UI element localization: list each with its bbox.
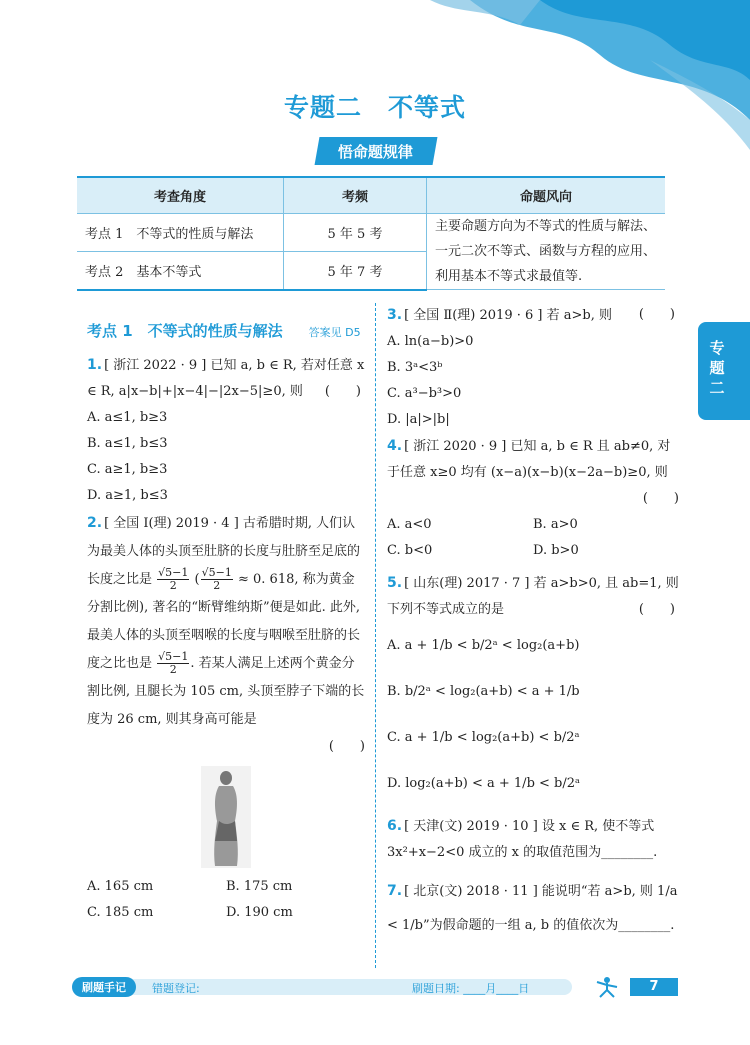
left-column — [87, 318, 365, 926]
question-text: ( — [194, 572, 200, 587]
right-column — [387, 302, 679, 943]
numerator: √5−1 — [158, 650, 189, 663]
freq-cell: 5 年 5 考 — [284, 214, 427, 252]
option: D. b>0 — [533, 543, 579, 558]
question-number: 4. — [387, 438, 403, 454]
denominator: 2 — [169, 663, 177, 676]
col-header-trend: 命题风向 — [427, 177, 666, 214]
date-label: 刷题日期: ____月____日 — [412, 982, 530, 995]
option: D. a≥1, b≤3 — [87, 488, 168, 503]
option: B. b/2ᵃ < log₂(a+b) < a + 1/b — [387, 684, 580, 699]
options-row — [87, 874, 365, 900]
option: C. a + 1/b < log₂(a+b) < b/2ᵃ — [387, 730, 580, 745]
freq-cell: 5 年 7 考 — [284, 251, 427, 289]
topic-cell: 考点 1 不等式的性质与解法 — [77, 214, 284, 252]
question-stem: [ 北京(文) 2018 · 11 ] 能说明“若 a>b, 则 1/a < 1/b”为假命题的一组 a, b 的值依次为________. — [387, 884, 678, 933]
question-number: 2. — [87, 515, 103, 531]
question-number: 1. — [87, 357, 103, 373]
page-footer — [72, 976, 680, 998]
question-number: 3. — [387, 307, 403, 323]
kungfu-figure-icon — [594, 976, 620, 998]
question-number: 5. — [387, 575, 403, 591]
section-heading — [87, 318, 365, 346]
side-tab-label: 专题二 — [709, 339, 725, 397]
question-3 — [387, 302, 679, 329]
column-divider — [375, 303, 376, 968]
option: C. a≥1, b≥3 — [87, 462, 168, 477]
footer-bar — [72, 979, 572, 995]
answer-ref: 答案见 D5 — [308, 326, 361, 339]
denominator: 2 — [169, 579, 177, 592]
footer-logo: 刷题手记 — [72, 977, 136, 997]
question-stem: [ 浙江 2022 · 9 ] 已知 a, b ∈ R, 若对任意 x ∈ R, a|x−b|+|x−4|−|2x−5|≥0, 则 — [87, 358, 365, 399]
options-row — [387, 538, 679, 564]
answer-paren: ( ) — [328, 739, 365, 754]
venus-statue-image — [201, 766, 251, 868]
exam-rules-table — [77, 176, 665, 291]
option: B. 175 cm — [226, 879, 293, 894]
question-number: 6. — [387, 818, 403, 834]
side-tab — [698, 322, 750, 420]
page-title: 专题二 不等式 — [283, 93, 466, 122]
option: A. a≤1, b≥3 — [87, 410, 168, 425]
numerator: √5−1 — [158, 566, 189, 579]
question-2 — [87, 509, 365, 734]
option: B. a>0 — [533, 517, 578, 532]
answer-paren: ( ) — [324, 384, 361, 399]
question-stem: [ 全国 Ⅱ(理) 2019 · 6 ] 若 a>b, 则 — [404, 308, 612, 323]
option: C. b<0 — [387, 543, 433, 558]
question-stem: [ 全国 Ⅰ(理) 2019 · 4 ] 古希腊时期, 人们认为最美人体的头顶至肚脐的长度与肚脐至足底的长度之比是 — [87, 516, 361, 587]
answer-paren: ( ) — [638, 602, 675, 617]
option: A. a + 1/b < b/2ᵃ < log₂(a+b) — [387, 638, 580, 653]
answer-line — [387, 486, 679, 512]
question-stem: [ 浙江 2020 · 9 ] 已知 a, b ∈ R 且 ab≠0, 对于任意 x≥0 均有 (x−a)(x−b)(x−2a−b)≥0, 则 — [387, 439, 671, 480]
section-title: 考点 1 不等式的性质与解法 — [87, 322, 283, 340]
option: D. log₂(a+b) < a + 1/b < b/2ᵃ — [387, 776, 581, 791]
question-4 — [387, 433, 679, 486]
fraction — [201, 567, 233, 592]
options-row — [387, 512, 679, 538]
question-text: . 若某人满足上述两个黄金分割比例, 且腿长为 105 cm, 头顶至脖子下端的长度为 26 cm, 则其身高可能是 — [87, 656, 365, 727]
denominator: 2 — [213, 579, 221, 592]
question-6 — [387, 813, 679, 866]
answer-line — [87, 734, 365, 760]
option: B. 3ᵃ<3ᵇ — [387, 360, 443, 375]
question-text: ≈ 0. 618, 称为黄金分割比例), 著名的“断臂维纳斯”便是如此. 此外, 最美人体的头顶至咽喉的长度与咽喉至肚脐的长度之比也是 — [87, 572, 361, 671]
option: D. |a|>|b| — [387, 412, 450, 427]
statue-silhouette — [201, 766, 251, 868]
error-log-label: 错题登记: — [152, 982, 200, 995]
trend-cell: 主要命题方向为不等式的性质与解法、一元二次不等式、函数与方程的应用、利用基本不等式求最值等. — [427, 214, 666, 290]
option: C. 185 cm — [87, 905, 154, 920]
fraction — [157, 651, 189, 676]
question-number: 7. — [387, 883, 403, 899]
question-7 — [387, 874, 679, 943]
answer-paren: ( ) — [638, 307, 675, 322]
option: A. a<0 — [387, 517, 432, 532]
banner-label: 悟命题规律 — [338, 142, 414, 161]
question-stem: [ 天津(文) 2019 · 10 ] 设 x ∈ R, 使不等式 3x²+x−2<0 成立的 x 的取值范围为________. — [387, 819, 658, 860]
col-header-angle: 考查角度 — [77, 177, 284, 214]
question-stem: [ 山东(理) 2017 · 7 ] 若 a>b>0, 且 ab=1, 则下列不等式成立的是 — [387, 576, 679, 617]
option: C. a³−b³>0 — [387, 386, 462, 401]
options-row — [87, 900, 365, 926]
option: D. 190 cm — [226, 905, 293, 920]
fraction — [157, 567, 189, 592]
question-5 — [387, 570, 679, 623]
numerator: √5−1 — [201, 566, 232, 579]
page-number: 7 — [630, 978, 678, 996]
option: B. a≤1, b≤3 — [87, 436, 168, 451]
section-banner — [315, 137, 438, 165]
table-row — [77, 214, 665, 252]
question-1 — [87, 352, 365, 405]
option: A. 165 cm — [87, 879, 154, 894]
col-header-freq: 考频 — [284, 177, 427, 214]
option: A. ln(a−b)>0 — [387, 334, 474, 349]
topic-cell: 考点 2 基本不等式 — [77, 251, 284, 289]
answer-paren: ( ) — [642, 491, 679, 506]
